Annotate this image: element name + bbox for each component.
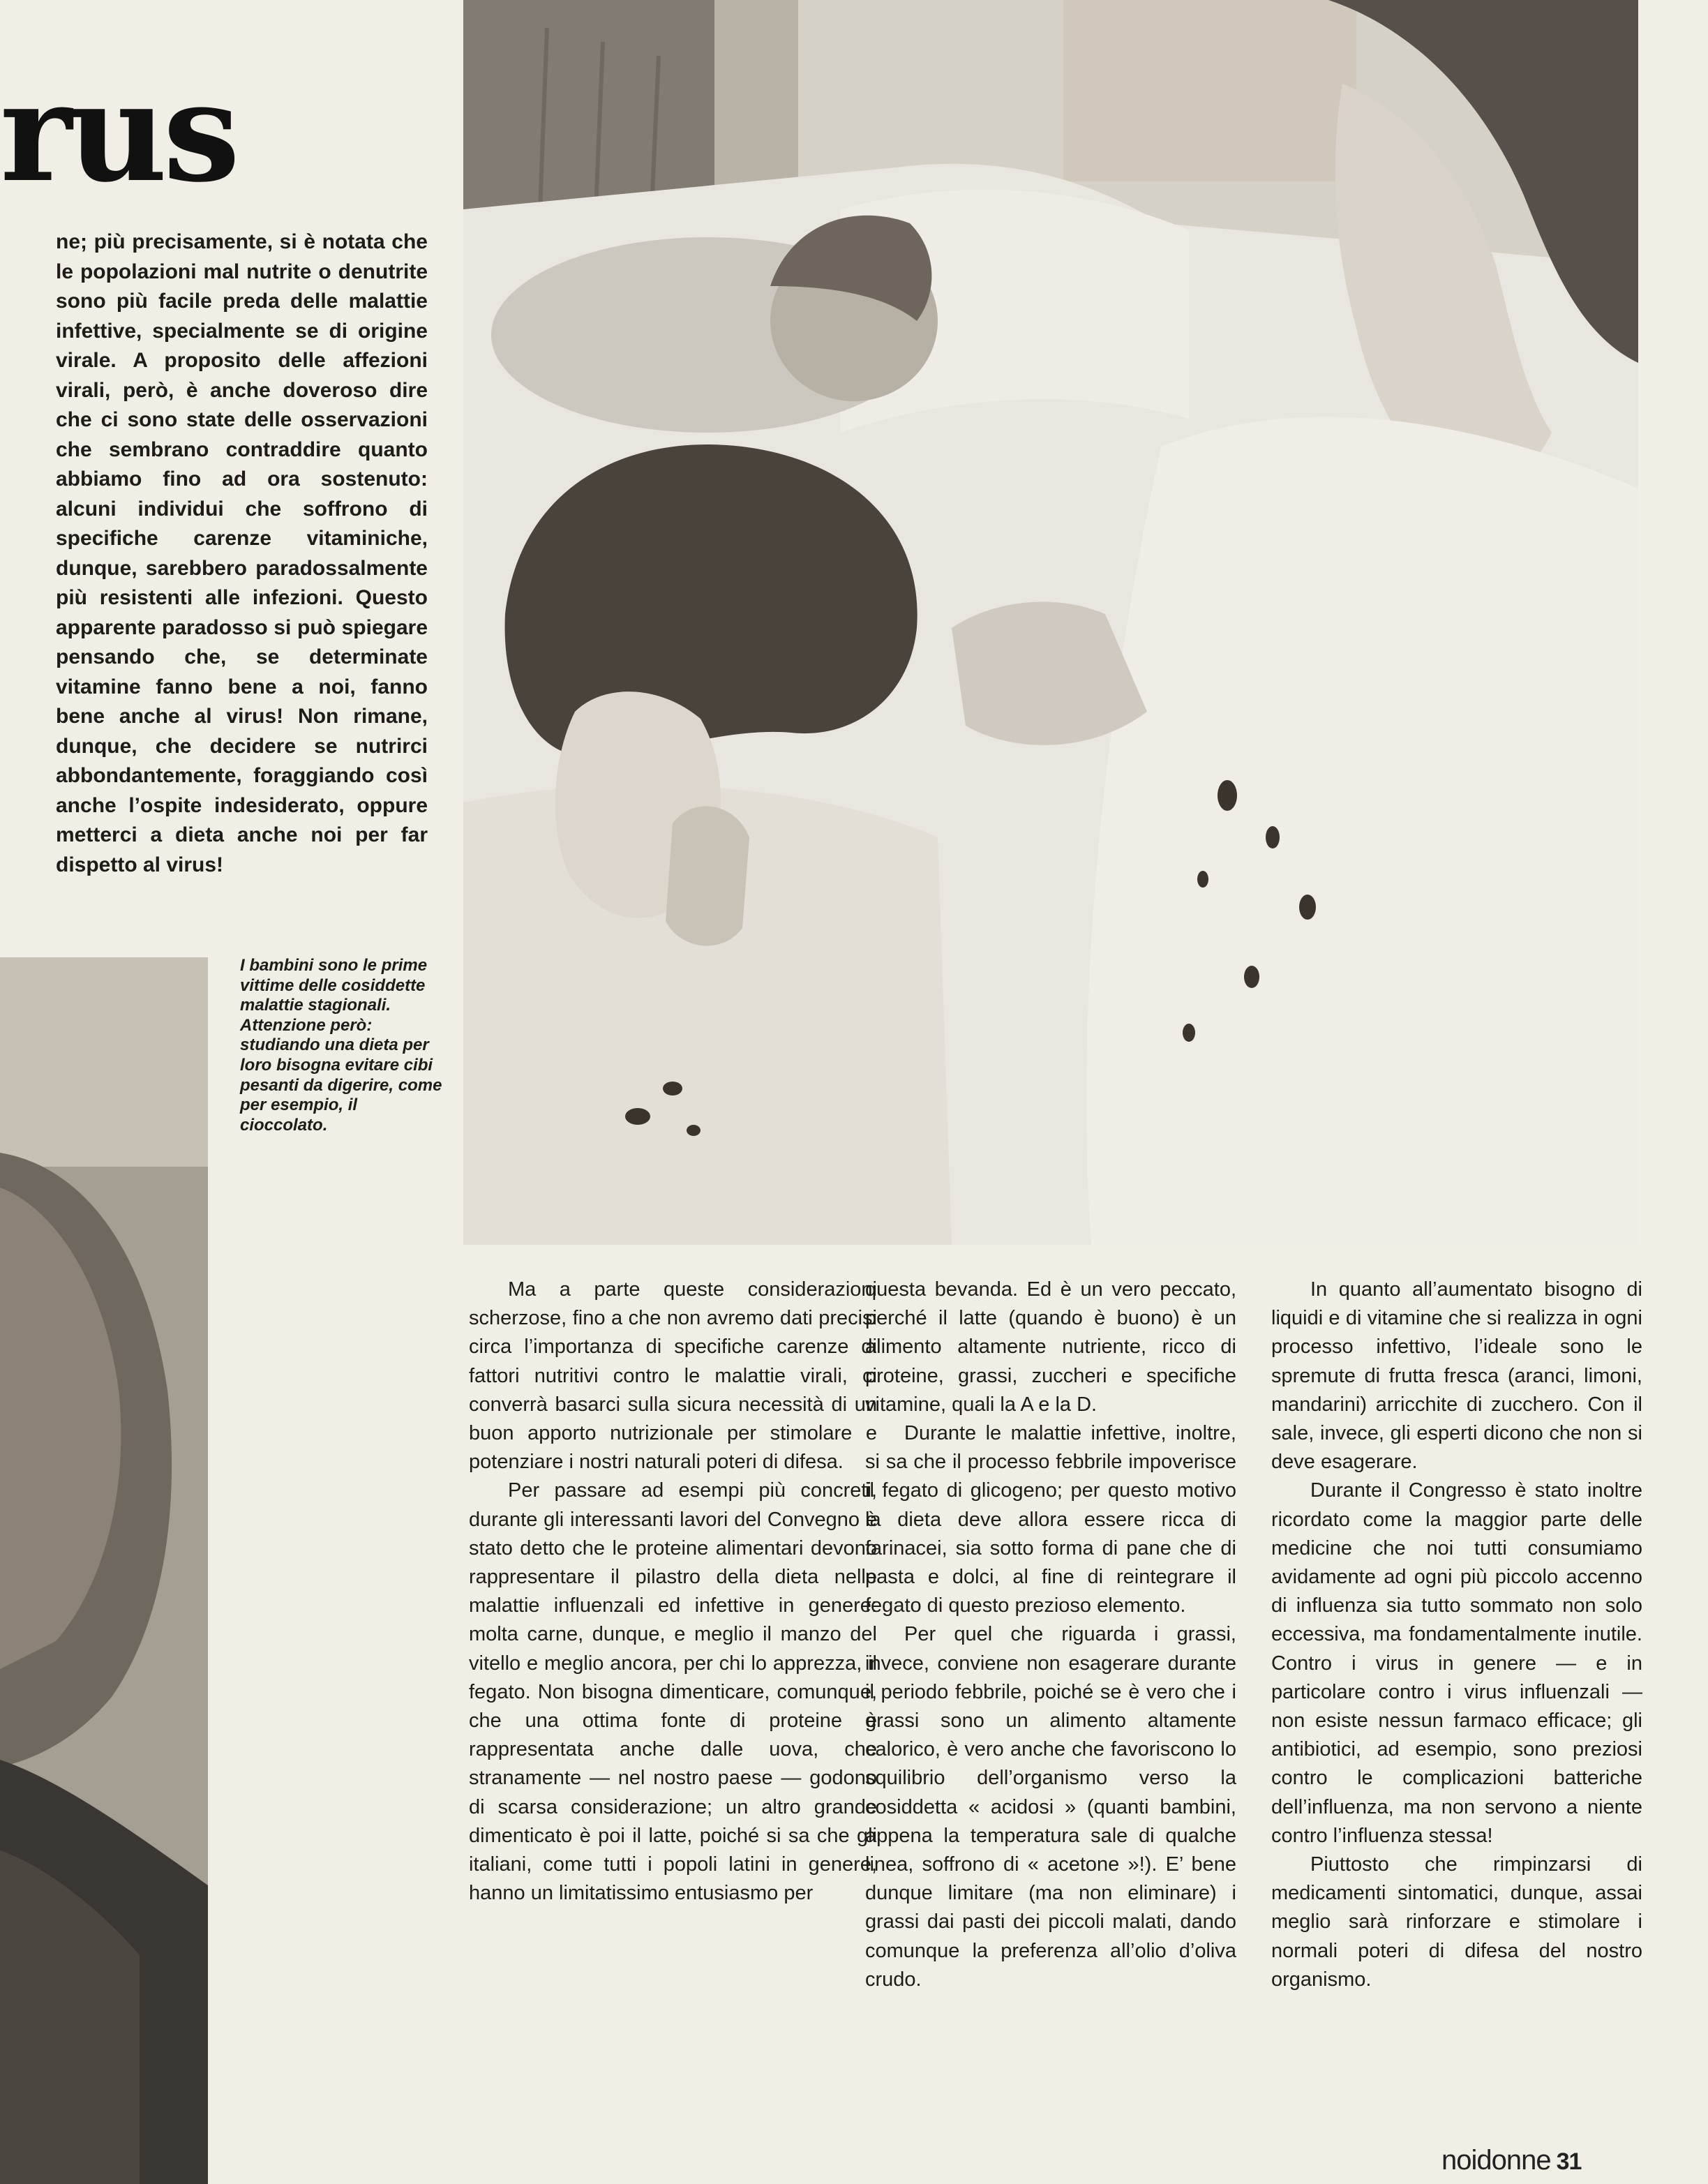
body-column-3 (1271, 1276, 1642, 1994)
paragraph: Ma a parte queste considerazioni scherzose, fino a che non avremo dati precisi circa l’importanza di specifiche carenze di fattori nutritivi contro le malattie virali, ci converrà basarci sulla sicura necessità di un buon apporto nutrizionale per stimolare e potenziare i nostri naturali poteri di difesa. (469, 1278, 877, 1474)
page-number: 31 (1556, 2148, 1582, 2175)
paragraph: In quanto all’aumentato bisogno di liquidi e di vitamine che si realizza in ogni processo infettivo, l’ideale sono le spremute di frutta fresca (aranci, limoni, mandarini) arricchite di zucchero. Con il sale, invece, gli esperti dicono che non si deve esagerare. (1271, 1278, 1642, 1474)
paragraph: questa bevanda. Ed è un vero peccato, perché il latte (quando è buono) è un alimento altamente nutriente, ricco di proteine, grassi, zuccheri e specifiche vitamine, quali la A e la D. (865, 1278, 1236, 1416)
magazine-name: noidonne (1441, 2145, 1551, 2176)
body-column-1 (469, 1276, 877, 1908)
paragraph: ne; più precisamente, si è notata che le popolazioni mal nutrite o denutrite sono più facile preda delle malattie infettive, specialmente se di origine virale. A proposito delle affezioni virali, però, è anche doveroso dire che ci sono state delle osservazioni che sembrano contraddire quanto abbiamo fino ad ora sostenuto: alcuni individui che soffrono di specifiche carenze vitaminiche, dunque, sarebbero paradossalmente più resistenti alle infezioni. Questo apparente paradosso si può spiegare pensando che, se determinate vitamine fanno bene a noi, fanno bene anche al virus! Non rimane, dunque, che decidere se nutrirci abbondantemente, foraggiando così anche l’ospite indesiderato, oppure metterci a dieta anche noi per far dispetto al virus! (56, 230, 428, 876)
left-photo (0, 957, 208, 2184)
main-photo (463, 0, 1638, 1245)
paragraph: Piuttosto che rimpinzarsi di medicamenti sintomatici, dunque, assai meglio sarà rinforzare e stimolare i normali poteri di difesa del nostro organismo. (1271, 1853, 1642, 1991)
page-footer (1441, 2144, 1581, 2178)
paragraph: Per passare ad esempi più concreti, durante gli interessanti lavori del Convegno è stato detto che le proteine alimentari devono rappresentare il pilastro della dieta nelle malattie influenzali ed infettive in genere: molta carne, dunque, e meglio il manzo del vitello e meglio ancora, per chi lo apprezza, il fegato. Non bisogna dimenticare, comunque, che una ottima fonte di proteine è rappresentata anche dalle uova, che stranamente — nel nostro paese — godono di scarsa considerazione; un altro grande dimenticato è poi il latte, poiché si sa che gli italiani, come tutti i popoli latini in genere, hanno un limitatissimo entusiasmo per (469, 1479, 877, 1905)
photo-caption: I bambini sono le prime vittime delle cosiddette malattie stagionali. Attenzione però: studiando una dieta per loro bisogna evitare cibi pesanti da digerire, come per esempio, il cioccolato. (240, 956, 442, 1135)
article-title: rus (0, 52, 237, 213)
paragraph: Durante le malattie infettive, inoltre, si sa che il processo febbrile impoverisce il fegato di glicogeno; per questo motivo la dieta deve allora essere ricca di farinacei, sia sotto forma di pane che di pasta e dolci, al fine di reintegrare il fegato di questo prezioso elemento. (865, 1422, 1236, 1617)
paragraph: Durante il Congresso è stato inoltre ricordato come la maggior parte delle medicine che noi tutti consumiamo avidamente ad ogni più piccolo accenno di influenza sia tutto sommato non solo eccessiva, ma fondamentalmente inutile. Contro i virus in genere — e in particolare contro i virus influenzali — non esiste nessun farmaco efficace; gli antibiotici, ad esempio, sono preziosi contro le complicazioni batteriche dell’influenza, ma non servono a niente contro l’influenza stessa! (1271, 1479, 1642, 1847)
left-column-text (56, 227, 428, 880)
body-column-2 (865, 1276, 1236, 1994)
paragraph: Per quel che riguarda i grassi, invece, conviene non esagerare durante il periodo febbrile, poiché se è vero che i grassi sono un alimento altamente calorico, è vero anche che favoriscono lo squilibrio dell’organismo verso la cosiddetta « acidosi » (quanti bambini, appena la temperatura sale di qualche linea, soffrono di « acetone »!). E’ bene dunque limitare (ma non eliminare) i grassi dai pasti dei piccoli malati, dando comunque la preferenza all’olio d’oliva crudo. (865, 1623, 1236, 1991)
